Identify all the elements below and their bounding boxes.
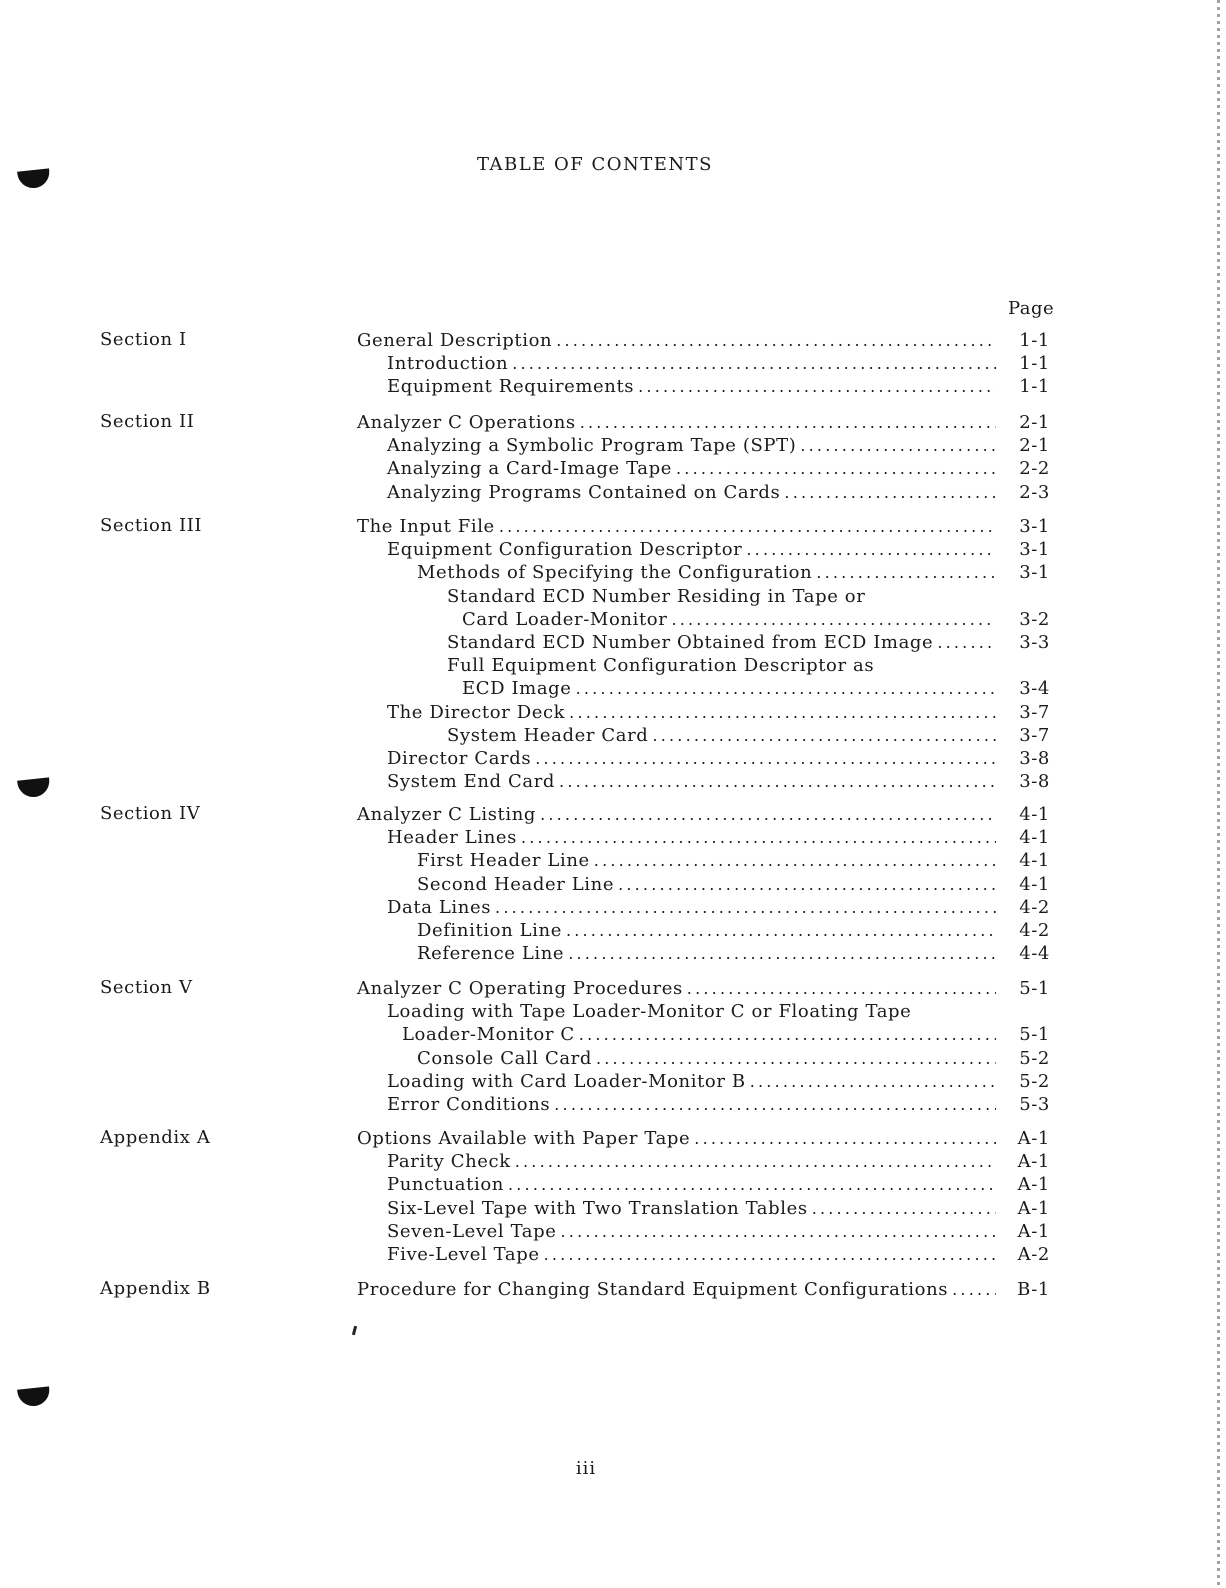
toc-entry-text: General Description (357, 330, 553, 351)
leader-dots (499, 515, 996, 539)
toc-entry (357, 515, 1050, 539)
toc-entry-page: A-2 (1017, 1244, 1050, 1265)
toc-entry-text: Analyzer C Operations (357, 412, 576, 433)
toc-entry-text: Analyzer C Operating Procedures (357, 978, 683, 999)
toc-entry-text: Analyzer C Listing (357, 804, 537, 825)
toc-entry-text: Seven-Level Tape (387, 1220, 557, 1242)
toc-entry (387, 352, 1050, 376)
toc-entry-text: Header Lines (387, 827, 517, 849)
scan-edge (1217, 0, 1220, 1588)
toc-entry (387, 481, 1050, 505)
toc-entry-text: Options Available with Paper Tape (357, 1128, 691, 1149)
toc-entry-text: Reference Line (417, 943, 565, 965)
toc-entry-text: Six-Level Tape with Two Translation Tables (387, 1197, 808, 1219)
leader-dots (746, 538, 996, 562)
toc-entry (387, 1150, 1050, 1174)
leader-dots (556, 329, 996, 353)
toc-entry (357, 411, 1050, 435)
leader-dots (568, 942, 996, 966)
leader-dots (800, 434, 996, 458)
toc-entry (387, 538, 1050, 562)
toc-entry-text: Director Cards (387, 748, 532, 769)
toc-entry-page: 3-8 (1019, 748, 1050, 769)
toc-entry-text: Punctuation (387, 1174, 504, 1196)
toc-entry-page: 1-1 (1019, 353, 1050, 375)
toc-entry (387, 896, 1050, 920)
toc-entry-page: 3-2 (1019, 608, 1050, 630)
leader-dots (676, 457, 996, 481)
toc-entry-page: A-1 (1017, 1151, 1050, 1173)
toc-entry-text: Loading with Tape Loader-Monitor C or Floating Tape (387, 1001, 912, 1023)
toc-entry-page: 3-7 (1019, 701, 1050, 723)
leader-dots (495, 896, 996, 920)
punch-hole-middle (17, 777, 51, 798)
toc-entry (387, 770, 1050, 794)
toc-entry (387, 1243, 1050, 1267)
toc-entry-page: 2-3 (1019, 481, 1050, 503)
toc-entry-text: Analyzing a Symbolic Program Tape (SPT) (387, 435, 797, 457)
toc-entry-page: 2-2 (1019, 458, 1050, 480)
toc-entry-page: 3-4 (1019, 678, 1050, 700)
toc-entry (357, 803, 1050, 827)
toc-entry-page: 4-4 (1019, 943, 1050, 965)
leader-dots (508, 1173, 996, 1197)
toc-entry-text: Procedure for Changing Standard Equipment Configurations (357, 1279, 949, 1300)
toc-entry-text: Standard ECD Number Residing in Tape or (447, 585, 866, 607)
toc-entry-text: Data Lines (387, 896, 492, 918)
section-label: Appendix A (100, 1127, 211, 1148)
stray-mark (352, 1326, 357, 1335)
leader-dots (544, 1243, 996, 1267)
toc-entry (417, 1047, 1050, 1071)
leader-dots (671, 608, 996, 632)
toc-entry-page: 4-2 (1019, 896, 1050, 918)
leader-dots (561, 1220, 997, 1244)
toc-entry (417, 919, 1050, 943)
leader-dots (540, 803, 996, 827)
leader-dots (952, 1278, 996, 1302)
leader-dots (784, 481, 996, 505)
page-column-header: Page (1008, 298, 1055, 319)
toc-entry-page: 4-1 (1019, 873, 1050, 895)
toc-entry-text: Full Equipment Configuration Descriptor as (447, 655, 875, 677)
toc-entry (357, 1127, 1050, 1151)
leader-dots (594, 849, 996, 873)
leader-dots (554, 1093, 996, 1117)
section-label: Appendix B (100, 1278, 211, 1299)
toc-entry-page: 5-2 (1019, 1047, 1050, 1069)
toc-entry-page: 2-1 (1019, 435, 1050, 457)
toc-entry (417, 873, 1050, 897)
toc-entry-text: Loader-Monitor C (402, 1024, 575, 1046)
toc-entry-text: Analyzing a Card-Image Tape (387, 458, 673, 480)
leader-dots (566, 919, 996, 943)
toc-entry-text: Five-Level Tape (387, 1244, 540, 1265)
toc-entry-text: The Director Deck (387, 701, 566, 723)
toc-entry-page: 3-1 (1019, 516, 1050, 537)
toc-entry-text: Introduction (387, 353, 509, 375)
leader-dots (816, 561, 996, 585)
toc-entry-text: Definition Line (417, 920, 562, 941)
toc-entry-page: 4-1 (1019, 827, 1050, 849)
toc-entry-page: 3-1 (1019, 562, 1050, 584)
toc-entry-text: Methods of Specifying the Configuration (417, 562, 813, 584)
toc-entry (462, 677, 1050, 701)
toc-entry-text: Console Call Card (417, 1047, 592, 1069)
toc-entry-text: Second Header Line (417, 873, 615, 895)
toc-entry-page: A-1 (1017, 1128, 1050, 1149)
page-number: iii (575, 1458, 597, 1479)
toc-entry (417, 942, 1050, 966)
toc-entry-page: 5-1 (1019, 1024, 1050, 1046)
toc-entry-page: 2-1 (1019, 412, 1050, 433)
toc-entry-text: Loading with Card Loader-Monitor B (387, 1070, 746, 1092)
toc-entry-text: System End Card (387, 771, 556, 793)
leader-dots (521, 826, 996, 850)
toc-entry (402, 1023, 1050, 1047)
leader-dots (569, 701, 996, 725)
toc-entry (357, 977, 1050, 1001)
section-label: Section III (100, 515, 203, 536)
toc-entry-page: A-1 (1017, 1220, 1050, 1242)
toc-entry (387, 1173, 1050, 1197)
toc-entry-text: System Header Card (447, 724, 649, 746)
leader-dots (638, 375, 996, 399)
toc-entry-text: Equipment Requirements (387, 376, 635, 398)
toc-entry (447, 631, 1050, 655)
leader-dots (579, 1023, 996, 1047)
toc-entry-page: 5-3 (1019, 1094, 1050, 1115)
section-label: Section I (100, 329, 187, 350)
leader-dots (687, 977, 996, 1001)
section-label: Section II (100, 411, 195, 432)
toc-entry-page: 4-2 (1019, 920, 1050, 941)
toc-entry (387, 1197, 1050, 1221)
toc-entry (447, 724, 1050, 748)
toc-entry (417, 849, 1050, 873)
section-label: Section V (100, 977, 193, 998)
toc-entry-text: Error Conditions (387, 1094, 551, 1115)
leader-dots (596, 1047, 996, 1071)
toc-entry-text: The Input File (357, 516, 495, 537)
toc-entry-page: A-1 (1017, 1174, 1050, 1196)
leader-dots (937, 631, 996, 655)
toc-entry (387, 1070, 1050, 1094)
toc-entry-page: 1-1 (1019, 376, 1050, 398)
leader-dots (535, 747, 996, 771)
toc-entry (387, 1093, 1050, 1117)
toc-entry-page: 1-1 (1019, 330, 1050, 351)
toc-entry-text: Standard ECD Number Obtained from ECD Image (447, 632, 934, 653)
toc-entry-text: Analyzing Programs Contained on Cards (387, 481, 781, 503)
toc-entry-text: First Header Line (417, 850, 590, 872)
toc-entry-text: Parity Check (387, 1151, 511, 1173)
toc-entry-page: 4-1 (1019, 850, 1050, 872)
toc-entry-page: B-1 (1017, 1279, 1050, 1300)
toc-entry-text: Equipment Configuration Descriptor (387, 539, 743, 561)
toc-entry-page: 3-8 (1019, 771, 1050, 793)
leader-dots (812, 1197, 996, 1221)
leader-dots (580, 411, 996, 435)
leader-dots (750, 1070, 996, 1094)
toc-entry (387, 701, 1050, 725)
toc-entry (417, 561, 1050, 585)
toc-entry (387, 747, 1050, 771)
toc-entry-page: 5-2 (1019, 1070, 1050, 1092)
toc-entry (387, 434, 1050, 458)
toc-entry-page: 3-7 (1019, 724, 1050, 746)
leader-dots (618, 873, 996, 897)
punch-hole-top (17, 168, 51, 189)
toc-entry-text: Card Loader-Monitor (462, 608, 668, 630)
toc-entry (387, 1220, 1050, 1244)
toc-entry-page: 4-1 (1019, 804, 1050, 825)
leader-dots (512, 352, 996, 376)
toc-entry (357, 329, 1050, 353)
section-label: Section IV (100, 803, 201, 824)
leader-dots (515, 1150, 996, 1174)
toc-entry-page: 3-1 (1019, 539, 1050, 561)
page-title: TABLE OF CONTENTS (476, 154, 714, 175)
toc-entry (387, 375, 1050, 399)
toc-entry-page: 5-1 (1019, 978, 1050, 999)
leader-dots (694, 1127, 996, 1151)
punch-hole-bottom (17, 1386, 51, 1407)
toc-entry (387, 826, 1050, 850)
toc-entry (357, 1278, 1050, 1302)
toc-entry-text: ECD Image (462, 678, 572, 700)
leader-dots (559, 770, 996, 794)
toc-entry (387, 457, 1050, 481)
leader-dots (652, 724, 996, 748)
toc-entry-page: A-1 (1017, 1197, 1050, 1219)
leader-dots (576, 677, 996, 701)
toc-entry-page: 3-3 (1019, 632, 1050, 653)
toc-entry (462, 608, 1050, 632)
